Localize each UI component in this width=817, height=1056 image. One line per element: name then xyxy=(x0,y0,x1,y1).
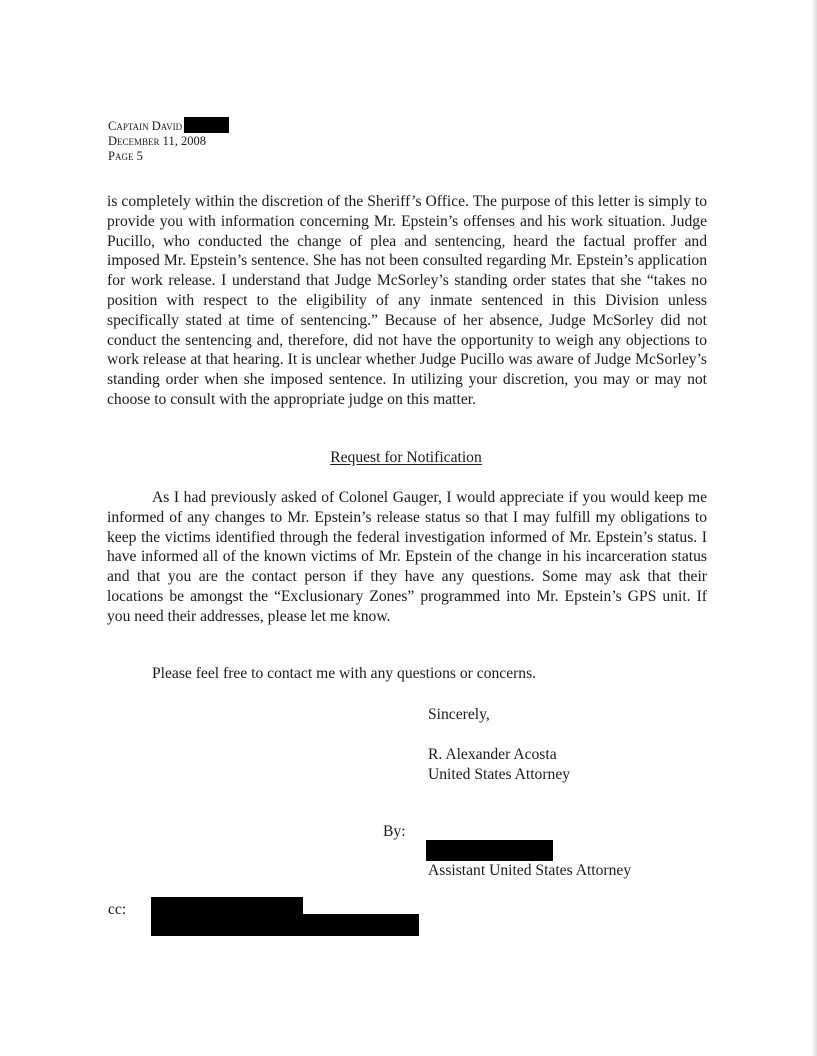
redaction-recipient-surname xyxy=(184,117,229,133)
signer-name: R. Alexander Acosta xyxy=(428,746,557,763)
closing-salutation: Sincerely, xyxy=(428,706,490,723)
redaction-cc-line-2 xyxy=(151,914,419,936)
header-date: December 11, 2008 xyxy=(108,134,206,148)
cc-label: cc: xyxy=(108,901,127,918)
header-recipient-line xyxy=(108,117,229,134)
body-paragraph-notification: As I had previously asked of Colonel Gauger, I would appreciate if you would keep me informed of any changes to Mr. Epstein’s release status so that I may fulfill my obligations to keep the victims identified through the federal investigation informed of Mr. Epstein’s status. I have informed all of the known victims of Mr. Epstein of the change in his incarceration status and that you are the contact person if they have any questions. Some may ask that their locations be amongst the “Exclusionary Zones” programmed into Mr. Epstein’s GPS unit. If you need their addresses, please let me know. xyxy=(107,489,707,625)
body-paragraph-contact: Please feel free to contact me with any questions or concerns. xyxy=(152,665,537,682)
body-paragraph-discretion: is completely within the discretion of the Sheriff’s Office. The purpose of this letter is simply to provide you with information concerning Mr. Epstein’s offenses and his work situation. Judge Pucillo, who conducted the change of plea and sentencing, heard the factual proffer and imposed Mr. Epstein’s sentence. She has not been consulted regarding Mr. Epstein’s application for work release. I understand that Judge McSorley’s standing order states that she “takes no position with respect to the eligibility of any inmate sentenced in this Division unless specifically stated at time of sentencing.” Because of her absence, Judge McSorley did not conduct the sentencing and, therefore, did not have the opportunity to weigh any objections to work release at that hearing. It is unclear whether Judge Pucillo was aware of Judge McSorley’s standing order when she imposed sentence. In utilizing your discretion, you may or may not choose to consult with the appropriate judge on this matter. xyxy=(107,193,707,408)
header-recipient: Captain David xyxy=(108,119,183,133)
assistant-title: Assistant United States Attorney xyxy=(428,862,632,879)
letter-header xyxy=(108,117,229,164)
section-heading: Request for Notification xyxy=(330,449,482,466)
signature-block xyxy=(428,745,570,785)
by-label: By: xyxy=(383,823,406,840)
signer-title: United States Attorney xyxy=(428,766,571,783)
header-page-number: Page 5 xyxy=(108,149,143,163)
page-edge-shadow xyxy=(813,0,817,1056)
redaction-assistant-name xyxy=(426,840,553,861)
